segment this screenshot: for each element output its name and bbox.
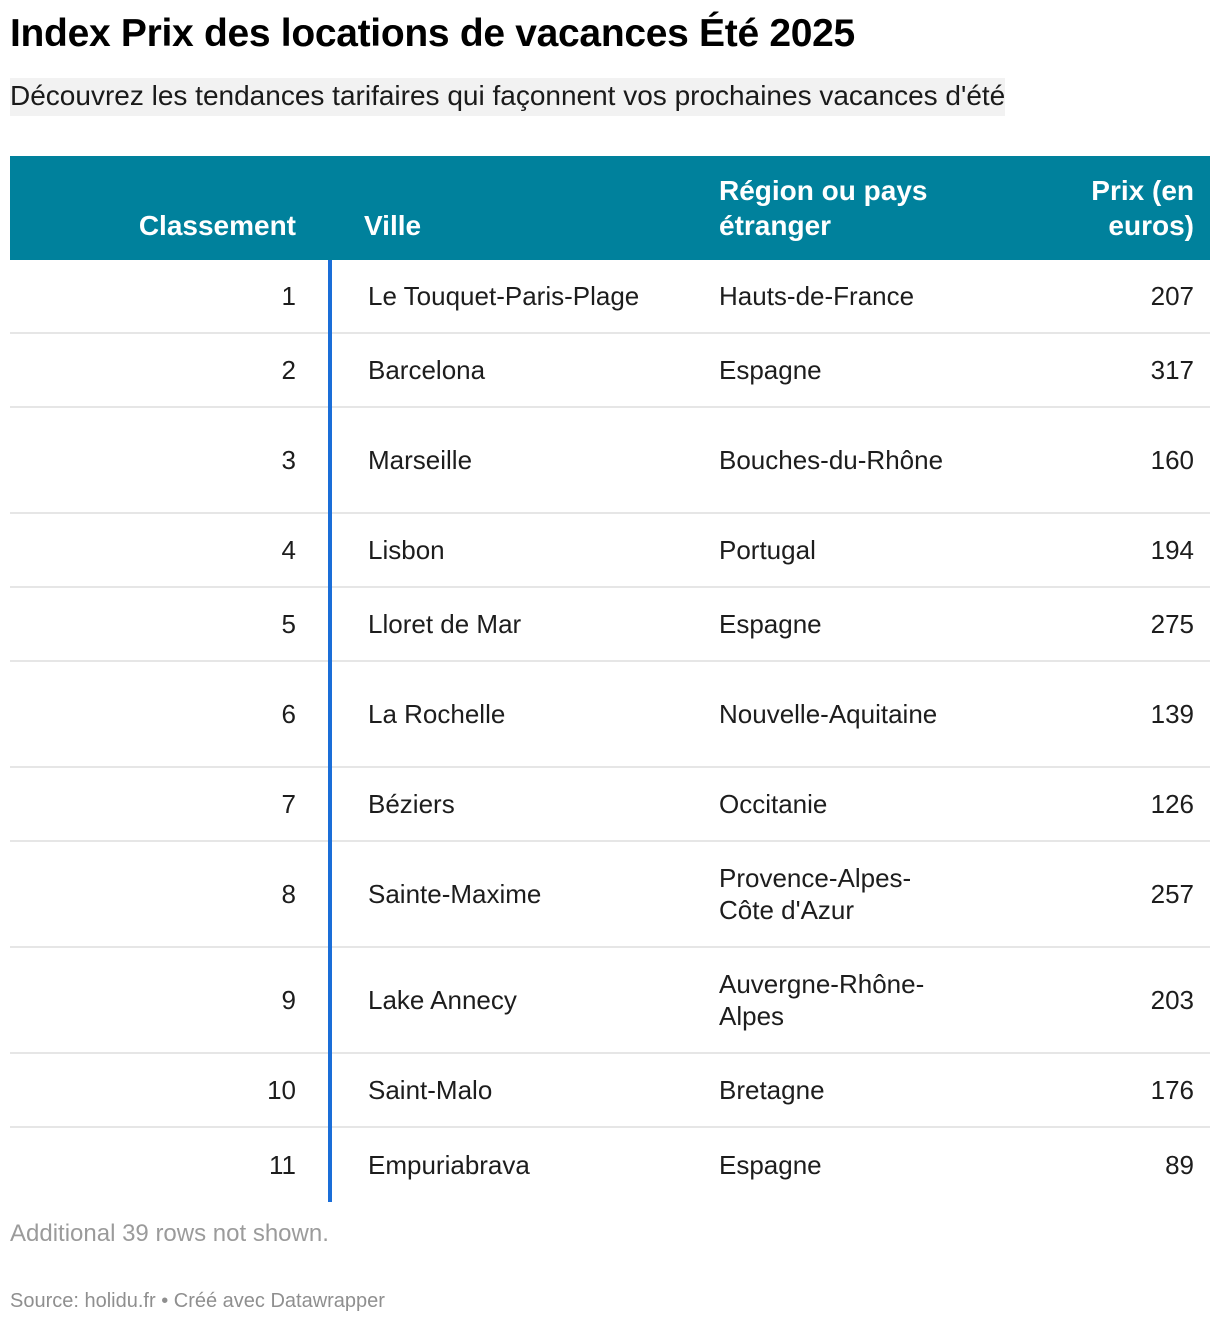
table-row [10,334,1210,408]
column-header-rank[interactable]: Classement [138,210,296,241]
cell-city: Lisbon [368,535,445,565]
cell-region: Espagne [719,609,822,639]
price-table [10,156,1210,1202]
table-row [10,588,1210,662]
rows-not-shown-note: Additional 39 rows not shown. [10,1220,329,1247]
page-title: Index Prix des locations de vacances Été 2025 [10,12,855,55]
cell-city: Lloret de Mar [368,609,522,639]
cell-rank: 2 [281,355,296,385]
cell-rank: 11 [269,1150,296,1180]
table-row [10,842,1210,948]
cell-city: Marseille [368,445,473,475]
cell-city: Empuriabrava [368,1150,530,1180]
cell-rank: 1 [281,281,296,311]
table-row [10,768,1210,842]
cell-region: Bouches-du-Rhône [719,445,944,475]
cell-city: Lake Annecy [368,985,517,1015]
cell-region: Nouvelle-Aquitaine [719,699,938,729]
cell-region: Espagne [719,355,822,385]
cell-rank: 6 [281,699,296,729]
column-header-region[interactable]: Région ou pays étranger [719,175,928,241]
cell-rank: 5 [281,609,296,639]
table-row [10,662,1210,768]
table-row [10,948,1210,1054]
cell-rank: 9 [281,985,296,1015]
table-row [10,1054,1210,1128]
table-row [10,514,1210,588]
cell-price: 160 [1150,445,1194,475]
table-row [10,260,1210,334]
cell-region: Hauts-de-France [719,281,915,311]
cell-rank: 4 [281,535,296,565]
cell-price: 317 [1150,355,1194,385]
column-header-city[interactable]: Ville [364,210,422,241]
cell-city: La Rochelle [368,699,506,729]
table-header [10,156,1210,260]
column-header-price[interactable]: Prix (en euros) [1091,175,1194,241]
table-row [10,408,1210,514]
cell-region: Espagne [719,1150,822,1180]
page-subtitle: Découvrez les tendances tarifaires qui façonnent vos prochaines vacances d'été [10,78,1005,116]
cell-rank: 8 [281,879,296,909]
cell-price: 139 [1150,699,1194,729]
table-row [10,1128,1210,1202]
cell-price: 176 [1150,1075,1194,1105]
cell-rank: 3 [281,445,296,475]
cell-rank: 7 [281,789,296,819]
cell-price: 275 [1150,609,1194,639]
cell-city: Barcelona [368,355,486,385]
cell-price: 203 [1150,985,1194,1015]
cell-rank: 10 [267,1075,296,1105]
cell-city: Saint-Malo [368,1075,493,1105]
cell-price: 257 [1150,879,1194,909]
cell-price: 89 [1165,1150,1194,1180]
cell-region: Provence-Alpes-Côte d'Azur [719,863,912,925]
cell-region: Occitanie [719,789,828,819]
cell-city: Le Touquet-Paris-Plage [368,281,640,311]
cell-city: Sainte-Maxime [368,879,542,909]
cell-region: Auvergne-Rhône-Alpes [719,969,925,1031]
cell-region: Portugal [719,535,816,565]
rank-column-rule [328,260,332,1202]
cell-region: Bretagne [719,1075,825,1105]
cell-price: 207 [1150,281,1194,311]
source-credit: Source: holidu.fr • Créé avec Datawrapper [10,1290,385,1312]
cell-price: 126 [1150,789,1194,819]
cell-city: Béziers [368,789,455,819]
table-body [10,260,1210,1202]
cell-price: 194 [1150,535,1194,565]
